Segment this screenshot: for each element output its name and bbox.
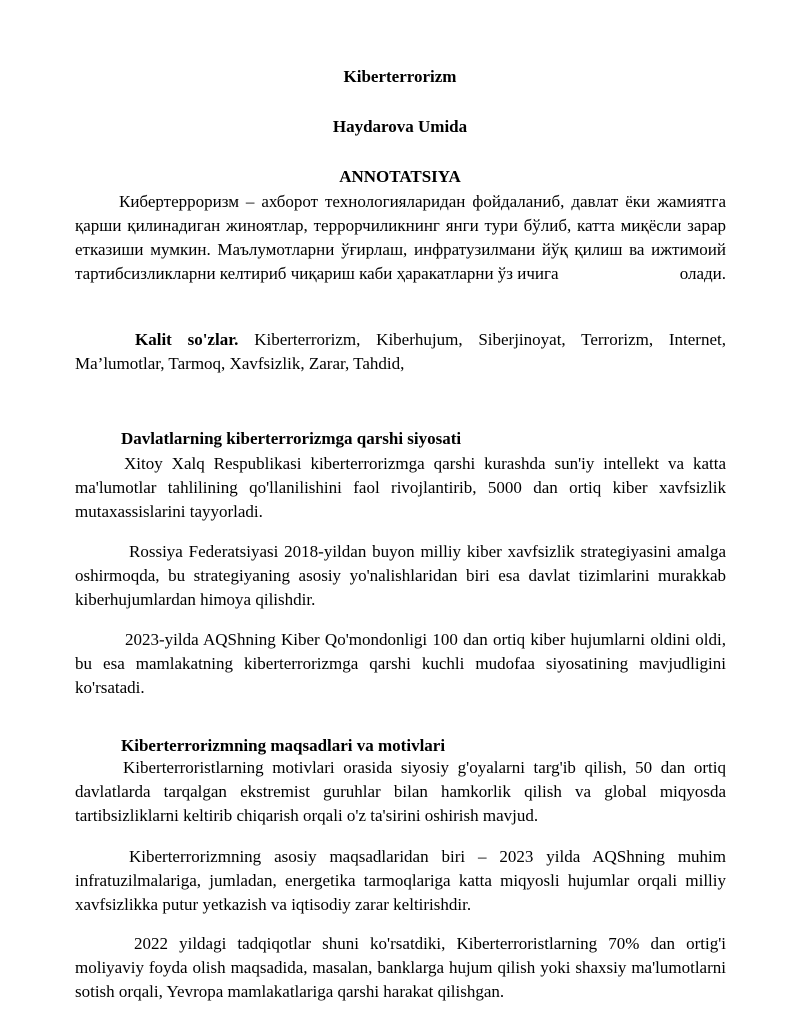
keywords-paragraph (75, 328, 726, 376)
keywords-text: Kiberterrorizm, Kiberhujum, Siberjinoyat, Terrorizm, Internet, Ma’lumotlar, Tarmoq, Xavfsizlik, Zarar, Tahdid, (75, 330, 726, 373)
abstract-heading: ANNOTATSIYA (339, 167, 461, 186)
keywords-label: Kalit so'zlar. (135, 330, 239, 349)
author-name: Haydarova Umida (332, 117, 468, 136)
section-paragraph: 2023-yilda AQShning Kiber Qo'mondonligi 100 dan ortiq kiber hujumlarni oldini oldi, bu esa mamlakatning kiberterrorizmga qarshi kuchli mudofaa siyosatining mavjudligini ko'rsatadi. (75, 630, 726, 697)
abstract-text: Кибертерроризм – ахборот технологияларидан фойдаланиб, давлат ёки жамиятга қарши қилинадиган жиноятлар, террорчиликнинг янги тури бўлиб, катта миқёсли зарар етказиши мумкин. Маълумотларни ўғирлаш, инфратузилмани йўқ қилиш ва ижтимоий тартибсизликларни келтириб чиқариш каби ҳаракатларни ўз ичига (75, 192, 726, 283)
section-paragraph: Kiberterroristlarning motivlari orasida siyosiy g'oyalarni targ'ib qilish, 50 dan ortiq davlatlarda tarqalgan ekstremist guruhlar bilan hamkorlik qilish va global miqyosda tartibsizliklarni keltirib chiqarish orqali o'z ta'sirini oshirish mavjud. (75, 758, 726, 825)
section-heading: Kiberterrorizmning maqsadlari va motivlari (121, 736, 446, 755)
section-heading: Davlatlarning kiberterrorizmga qarshi siyosati (121, 429, 462, 448)
section-paragraph: Xitoy Xalq Respublikasi kiberterrorizmga qarshi kurashda sun'iy intellekt va katta ma'lumotlar tahlilining qo'llanilishini faol rivojlantirib, 5000 dan ortiq kiber xavfsizlik mutaxassislarini tayyorladi. (75, 454, 726, 521)
abstract-tail: олади. (679, 264, 726, 283)
section-paragraph: 2022 yildagi tadqiqotlar shuni ko'rsatdiki, Kiberterroristlarning 70% dan ortig'i moliyaviy foyda olish maqsadida, masalan, banklarga hujum qilish yoki shaxsiy ma'lumotlarni sotish orqali, Yevropa mamlakatlariga qarshi harakat qilishgan. (75, 934, 726, 1001)
document-title: Kiberterrorizm (343, 67, 457, 86)
abstract-paragraph (75, 190, 726, 286)
section-paragraph: Kiberterrorizmning asosiy maqsadlaridan biri – 2023 yilda AQShning muhim infratuzilmalariga, jumladan, energetika tarmoqlariga katta miqyosli hujumlar orqali milliy xavfsizlikka putur yetkazish va iqtisodiy zarar keltirishdir. (75, 847, 726, 914)
section-paragraph: Rossiya Federatsiyasi 2018-yildan buyon milliy kiber xavfsizlik strategiyasini amalga oshirmoqda, bu strategiyaning asosiy yo'nalishlaridan biri esa davlat tizimlarini murakkab kiberhujumlardan himoya qilishdir. (75, 542, 726, 609)
